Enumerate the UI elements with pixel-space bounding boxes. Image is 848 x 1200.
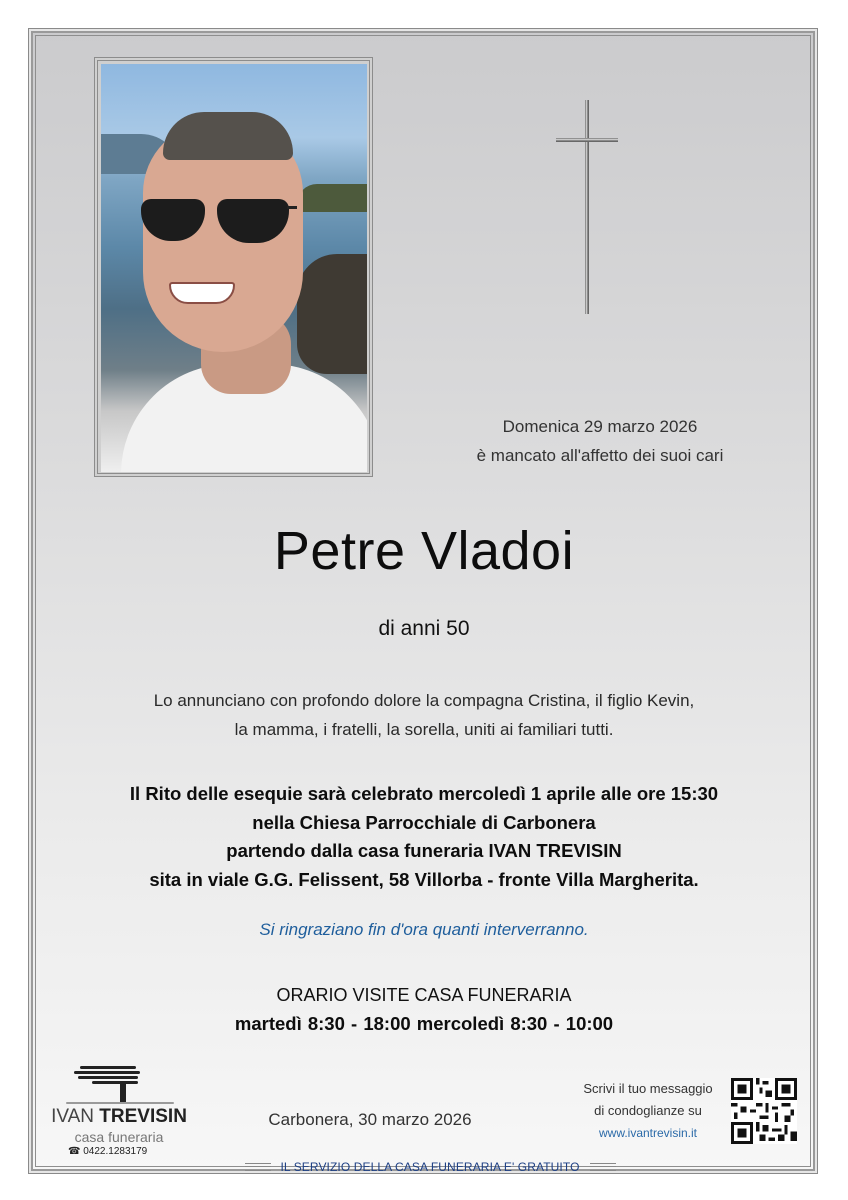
tree-logo-icon [80, 1066, 136, 1069]
funeral-home-logo [44, 1062, 194, 1162]
cross-icon [556, 100, 618, 314]
death-date-block [440, 412, 760, 470]
qr-code-icon[interactable] [731, 1078, 797, 1144]
funeral-line: sita in viale G.G. Felissent, 58 Villorba - fronte Villa Margherita. [149, 868, 699, 890]
thanks-text: Si ringraziano fin d'ora quanti interverranno. [259, 920, 589, 939]
free-service-banner [240, 1156, 620, 1178]
website-link[interactable]: www.ivantrevisin.it [598, 1126, 698, 1140]
funeral-line: nella Chiesa Parrocchiale di Carbonera [252, 811, 596, 833]
deceased-name: Petre Vladoi [273, 521, 575, 581]
death-date: Domenica 29 marzo 2026 [502, 417, 698, 436]
funeral-details [0, 780, 848, 894]
phone-icon: ☎ [68, 1146, 81, 1157]
place-date: Carbonera, 30 marzo 2026 [268, 1110, 472, 1129]
divider [590, 1163, 616, 1171]
divider [245, 1163, 271, 1171]
funeral-line: Il Rito delle esequie sarà celebrato mercoledì 1 aprile alle ore 15:30 [129, 783, 719, 804]
announcement-line: la mamma, i fratelli, la sorella, uniti ai familiari tutti. [234, 720, 614, 739]
brand-subtitle: casa funeraria [74, 1129, 164, 1145]
announcement-text [0, 686, 848, 744]
brand-name: IVAN TREVISIN [51, 1106, 187, 1127]
visits-title: ORARIO VISITE CASA FUNERARIA [276, 985, 572, 1005]
condolences-block: Scrivi il tuo messaggio di condoglianze su www.ivantrevisin.it [568, 1078, 728, 1144]
phone-number[interactable]: ☎ 0422.1283179 [68, 1146, 148, 1157]
funeral-line: partendo dalla casa funeraria IVAN TREVISIN [226, 840, 622, 861]
announcement-line: Lo annunciano con profondo dolore la compagna Cristina, il figlio Kevin, [153, 691, 695, 710]
deceased-age: di anni 50 [378, 617, 470, 640]
death-phrase: è mancato all'affetto dei suoi cari [476, 446, 724, 465]
deceased-photo [101, 64, 367, 472]
free-service-text: IL SERVIZIO DELLA CASA FUNERARIA E' GRATUITO [280, 1160, 580, 1174]
visits-hours: martedì 8:30 - 18:00 mercoledì 8:30 - 10:00 [234, 1013, 614, 1034]
